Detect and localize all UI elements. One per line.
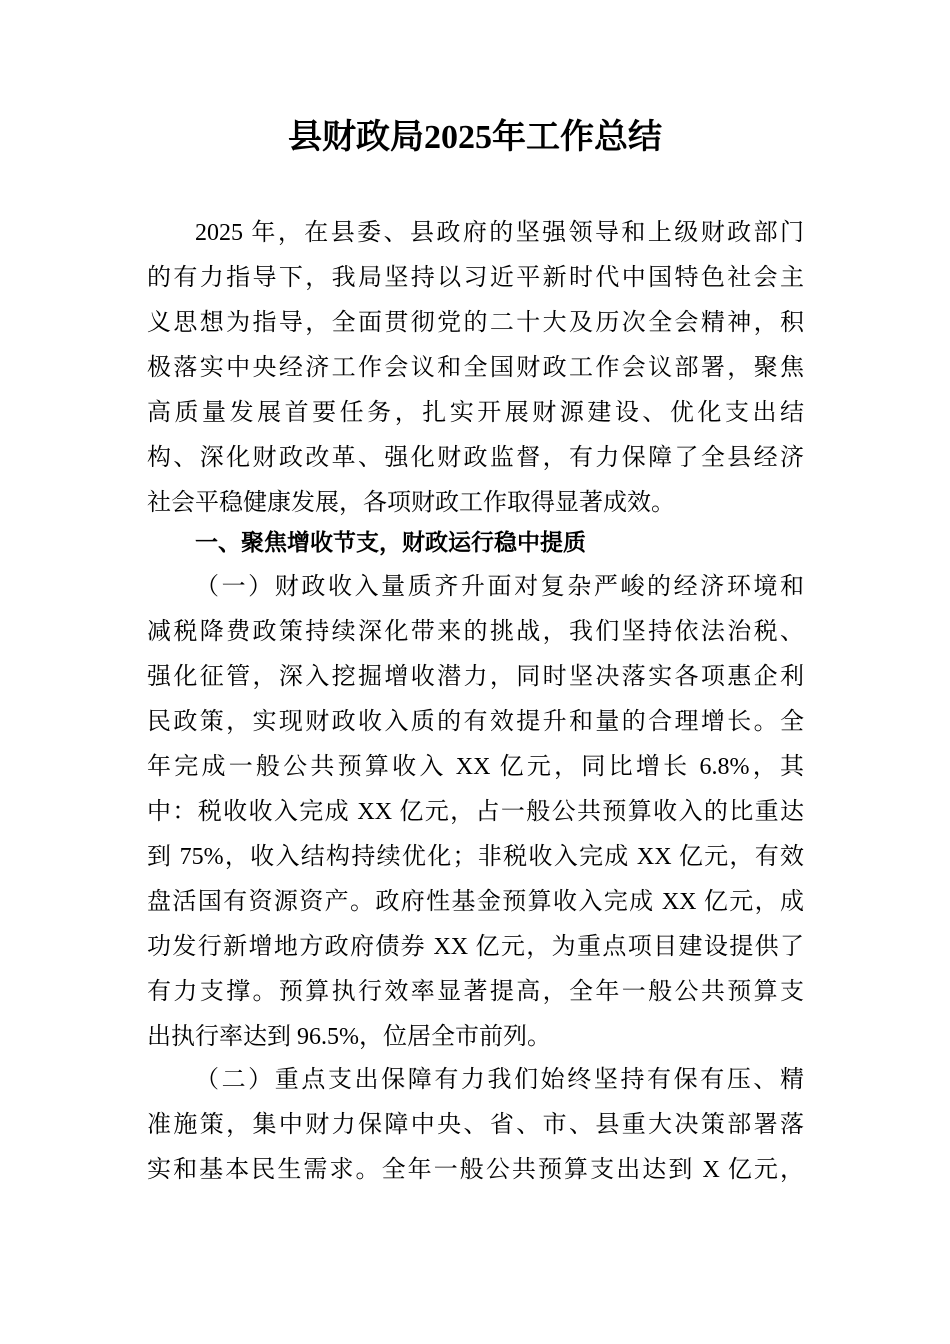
paragraph-line: 民政策，实现财政收入质的有效提升和量的合理增长。全: [147, 709, 804, 735]
paragraph-line: 年完成一般公共预算收入 XX 亿元，同比增长 6.8%，其: [147, 754, 804, 780]
paragraph-line: 准施策，集中财力保障中央、省、市、县重大决策部署落: [147, 1112, 804, 1138]
paragraph-line: 到 75%，收入结构持续优化；非税收入完成 XX 亿元，有效: [147, 844, 804, 870]
paragraph-line: （一）财政收入量质齐升面对复杂严峻的经济环境和: [195, 574, 804, 600]
paragraph-line: 有力支撑。预算执行效率显著提高，全年一般公共预算支: [147, 979, 804, 1005]
paragraph-line: 2025 年，在县委、县政府的坚强领导和上级财政部门: [195, 220, 804, 246]
paragraph-line: 中：税收收入完成 XX 亿元，占一般公共预算收入的比重达: [147, 799, 804, 825]
paragraph-line: 出执行率达到 96.5%，位居全市前列。: [147, 1024, 551, 1050]
paragraph-line: 盘活国有资源资产。政府性基金预算收入完成 XX 亿元，成: [147, 889, 804, 915]
paragraph-line: 义思想为指导，全面贯彻党的二十大及历次全会精神，积: [147, 310, 804, 336]
paragraph-line: 高质量发展首要任务，扎实开展财源建设、优化支出结: [147, 400, 804, 426]
paragraph-line: 功发行新增地方政府债券 XX 亿元，为重点项目建设提供了: [147, 934, 804, 960]
section-heading: 一、聚焦增收节支，财政运行稳中提质: [195, 530, 586, 556]
paragraph-line: 构、深化财政改革、强化财政监督，有力保障了全县经济: [147, 445, 804, 471]
paragraph-line: 极落实中央经济工作会议和全国财政工作会议部署，聚焦: [147, 355, 804, 381]
paragraph-line: （二）重点支出保障有力我们始终坚持有保有压、精: [195, 1067, 804, 1093]
document-title: 县财政局2025年工作总结: [288, 119, 662, 156]
paragraph-line: 社会平稳健康发展，各项财政工作取得显著成效。: [147, 490, 675, 516]
paragraph-line: 实和基本民生需求。全年一般公共预算支出达到 X 亿元，: [147, 1157, 804, 1183]
paragraph-line: 强化征管，深入挖掘增收潜力，同时坚决落实各项惠企利: [147, 664, 804, 690]
paragraph-line: 减税降费政策持续深化带来的挑战，我们坚持依法治税、: [147, 619, 804, 645]
paragraph-line: 的有力指导下，我局坚持以习近平新时代中国特色社会主: [147, 265, 804, 291]
